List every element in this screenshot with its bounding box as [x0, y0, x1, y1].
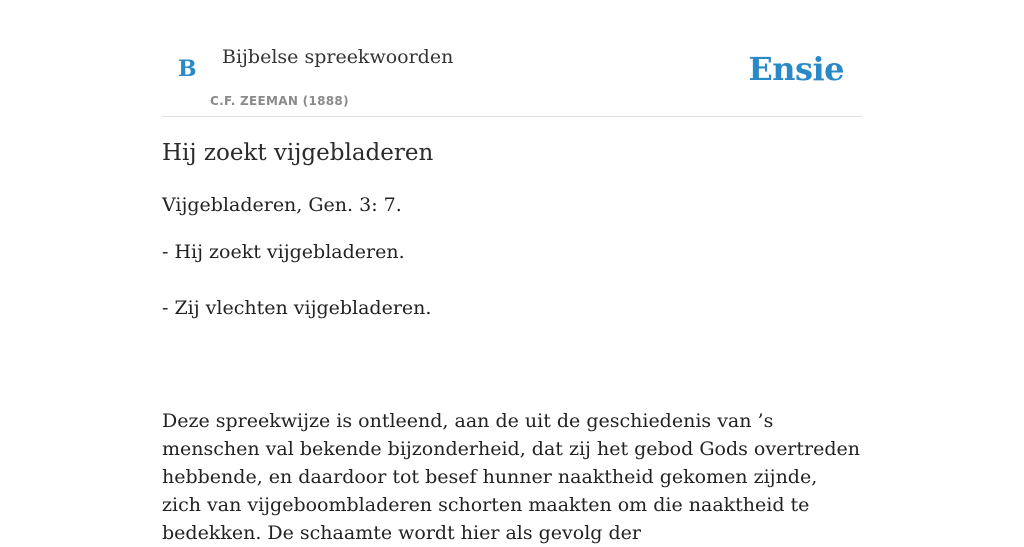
book-title[interactable]: Bijbelse spreekwoorden [222, 46, 454, 68]
ensie-logo[interactable]: Ensie [748, 50, 844, 88]
entry-paragraph: Deze spreekwijze is ontleend, aan de uit de geschiedenis van ’s menschen val bekende bijzonderheid, dat zij het gebod Gods overtreden hebbende, en daardoor tot besef hunner naaktheid gekomen zijnde, zich van vijgeboombladeren schorten maakten om die naaktheid te bedekken. De schaamte wordt hier als gevolg der [162, 410, 860, 544]
entry-title: Hij zoekt vijgebladeren [162, 140, 434, 166]
header [162, 0, 862, 117]
book-icon[interactable]: B [178, 56, 197, 82]
entry-line: - Hij zoekt vijgebladeren. [162, 241, 405, 263]
book-author: C.F. ZEEMAN (1888) [210, 94, 349, 108]
entry-line: - Zij vlechten vijgebladeren. [162, 297, 432, 319]
entry-reference: Vijgebladeren, Gen. 3: 7. [162, 194, 402, 216]
